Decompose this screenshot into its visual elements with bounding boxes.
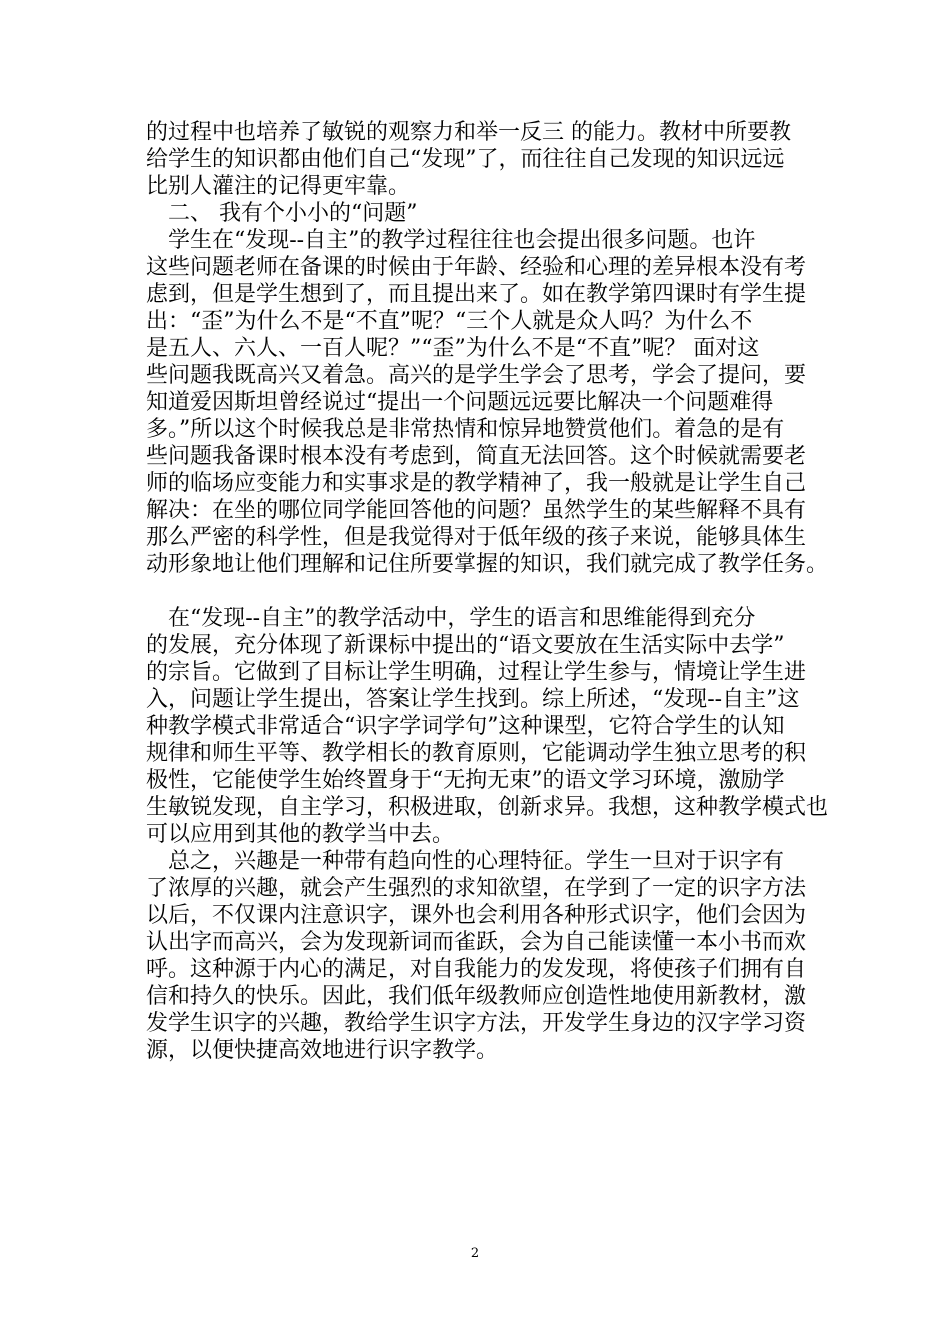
- text-line: 的过程中也培养了敏锐的观察力和举一反三 的能力。教材中所要教: [146, 120, 791, 145]
- text-line: 师的临场应变能力和实事求是的教学精神了，我一般就是让学生自己: [146, 471, 807, 496]
- text-line: 在“发现--自主”的教学活动中，学生的语言和思维能得到充分: [146, 606, 756, 631]
- text-line: 是五人、六人、一百人呢？”“歪”为什么不是“不直”呢？ 面对这: [146, 336, 760, 361]
- text-line: 呼。这种源于内心的满足，对自我能力的发发现，将使孩子们拥有自: [146, 957, 807, 982]
- text-line: 信和持久的快乐。因此，我们低年级教师应创造性地使用新教材，激: [146, 984, 807, 1009]
- text-line: 解决：在坐的哪位同学能回答他的问题？虽然学生的某些解释不具有: [146, 498, 807, 523]
- text-line: 些问题我备课时根本没有考虑到，简直无法回答。这个时候就需要老: [146, 444, 807, 469]
- text-line: 多。”所以这个时候我总是非常热情和惊异地赞赏他们。着急的是有: [146, 417, 785, 442]
- text-line: 些问题我既高兴又着急。高兴的是学生学会了思考，学会了提问，要: [146, 363, 807, 388]
- text-line: 出：“歪”为什么不是“不直”呢？“三个人就是众人吗？为什么不: [146, 309, 753, 334]
- text-line: 入，问题让学生提出，答案让学生找到。综上所述，“发现--自主”这: [146, 687, 800, 712]
- text-line: 种教学模式非常适合“识字学词学句”这种课型，它符合学生的认知: [146, 714, 785, 739]
- text-line: 那么严密的科学性，但是我觉得对于低年级的孩子来说，能够具体生: [146, 525, 807, 550]
- text-line: 的发展，充分体现了新课标中提出的“语文要放在生活实际中去学”: [146, 633, 785, 658]
- paragraph-intro-continuation: [146, 119, 806, 200]
- text-line: 认出字而高兴，会为发现新词而雀跃，会为自己能读懂一本小书而欢: [146, 930, 807, 955]
- paragraph-spacer: [146, 578, 806, 605]
- text-line: 以后，不仅课内注意识字，课外也会利用各种形式识字，他们会因为: [146, 903, 807, 928]
- text-line: 知道爱因斯坦曾经说过“提出一个问题远远要比解决一个问题难得: [146, 390, 774, 415]
- text-line: 可以应用到其他的教学当中去。: [146, 822, 455, 847]
- text-line: 这些问题老师在备课的时候由于年龄、经验和心理的差异根本没有考: [146, 255, 807, 280]
- text-line: 总之，兴趣是一种带有趋向性的心理特征。学生一旦对于识字有: [146, 849, 785, 874]
- body-text: [146, 119, 829, 1064]
- page-number: 2: [470, 1246, 480, 1261]
- text-line: 学生在“发现--自主”的教学过程往往也会提出很多问题。也许: [146, 228, 756, 253]
- paragraph-questions: [146, 227, 829, 578]
- text-line: 给学生的知识都由他们自己“发现”了，而往往自己发现的知识远远: [146, 147, 785, 172]
- text-line: 生敏锐发现，自主学习，积极进取，创新求异。我想，这种教学模式也: [146, 795, 829, 820]
- section-heading: [146, 200, 806, 227]
- text-line: 发学生识字的兴趣，教给学生识字方法，开发学生身边的汉字学习资: [146, 1011, 807, 1036]
- text-line: 了浓厚的兴趣，就会产生强烈的求知欲望，在学到了一定的识字方法: [146, 876, 807, 901]
- paragraph-discovery: [146, 605, 829, 848]
- text-line: 极性，它能使学生始终置身于“无拘无束”的语文学习环境，激励学: [146, 768, 785, 793]
- paragraph-conclusion: [146, 848, 806, 1064]
- text-line: 规律和师生平等、教学相长的教育原则，它能调动学生独立思考的积: [146, 741, 807, 766]
- text-line: 虑到，但是学生想到了，而且提出来了。如在教学第四课时有学生提: [146, 282, 807, 307]
- text-line: 源，以便快捷高效地进行识字教学。: [146, 1038, 499, 1063]
- text-line: 比别人灌注的记得更牢靠。: [146, 174, 411, 199]
- text-line: 的宗旨。它做到了目标让学生明确，过程让学生参与，情境让学生进: [146, 660, 807, 685]
- heading-line: 二、 我有个小小的“问题”: [146, 201, 418, 226]
- text-line: 动形象地让他们理解和记住所要掌握的知识，我们就完成了教学任务。: [146, 552, 829, 577]
